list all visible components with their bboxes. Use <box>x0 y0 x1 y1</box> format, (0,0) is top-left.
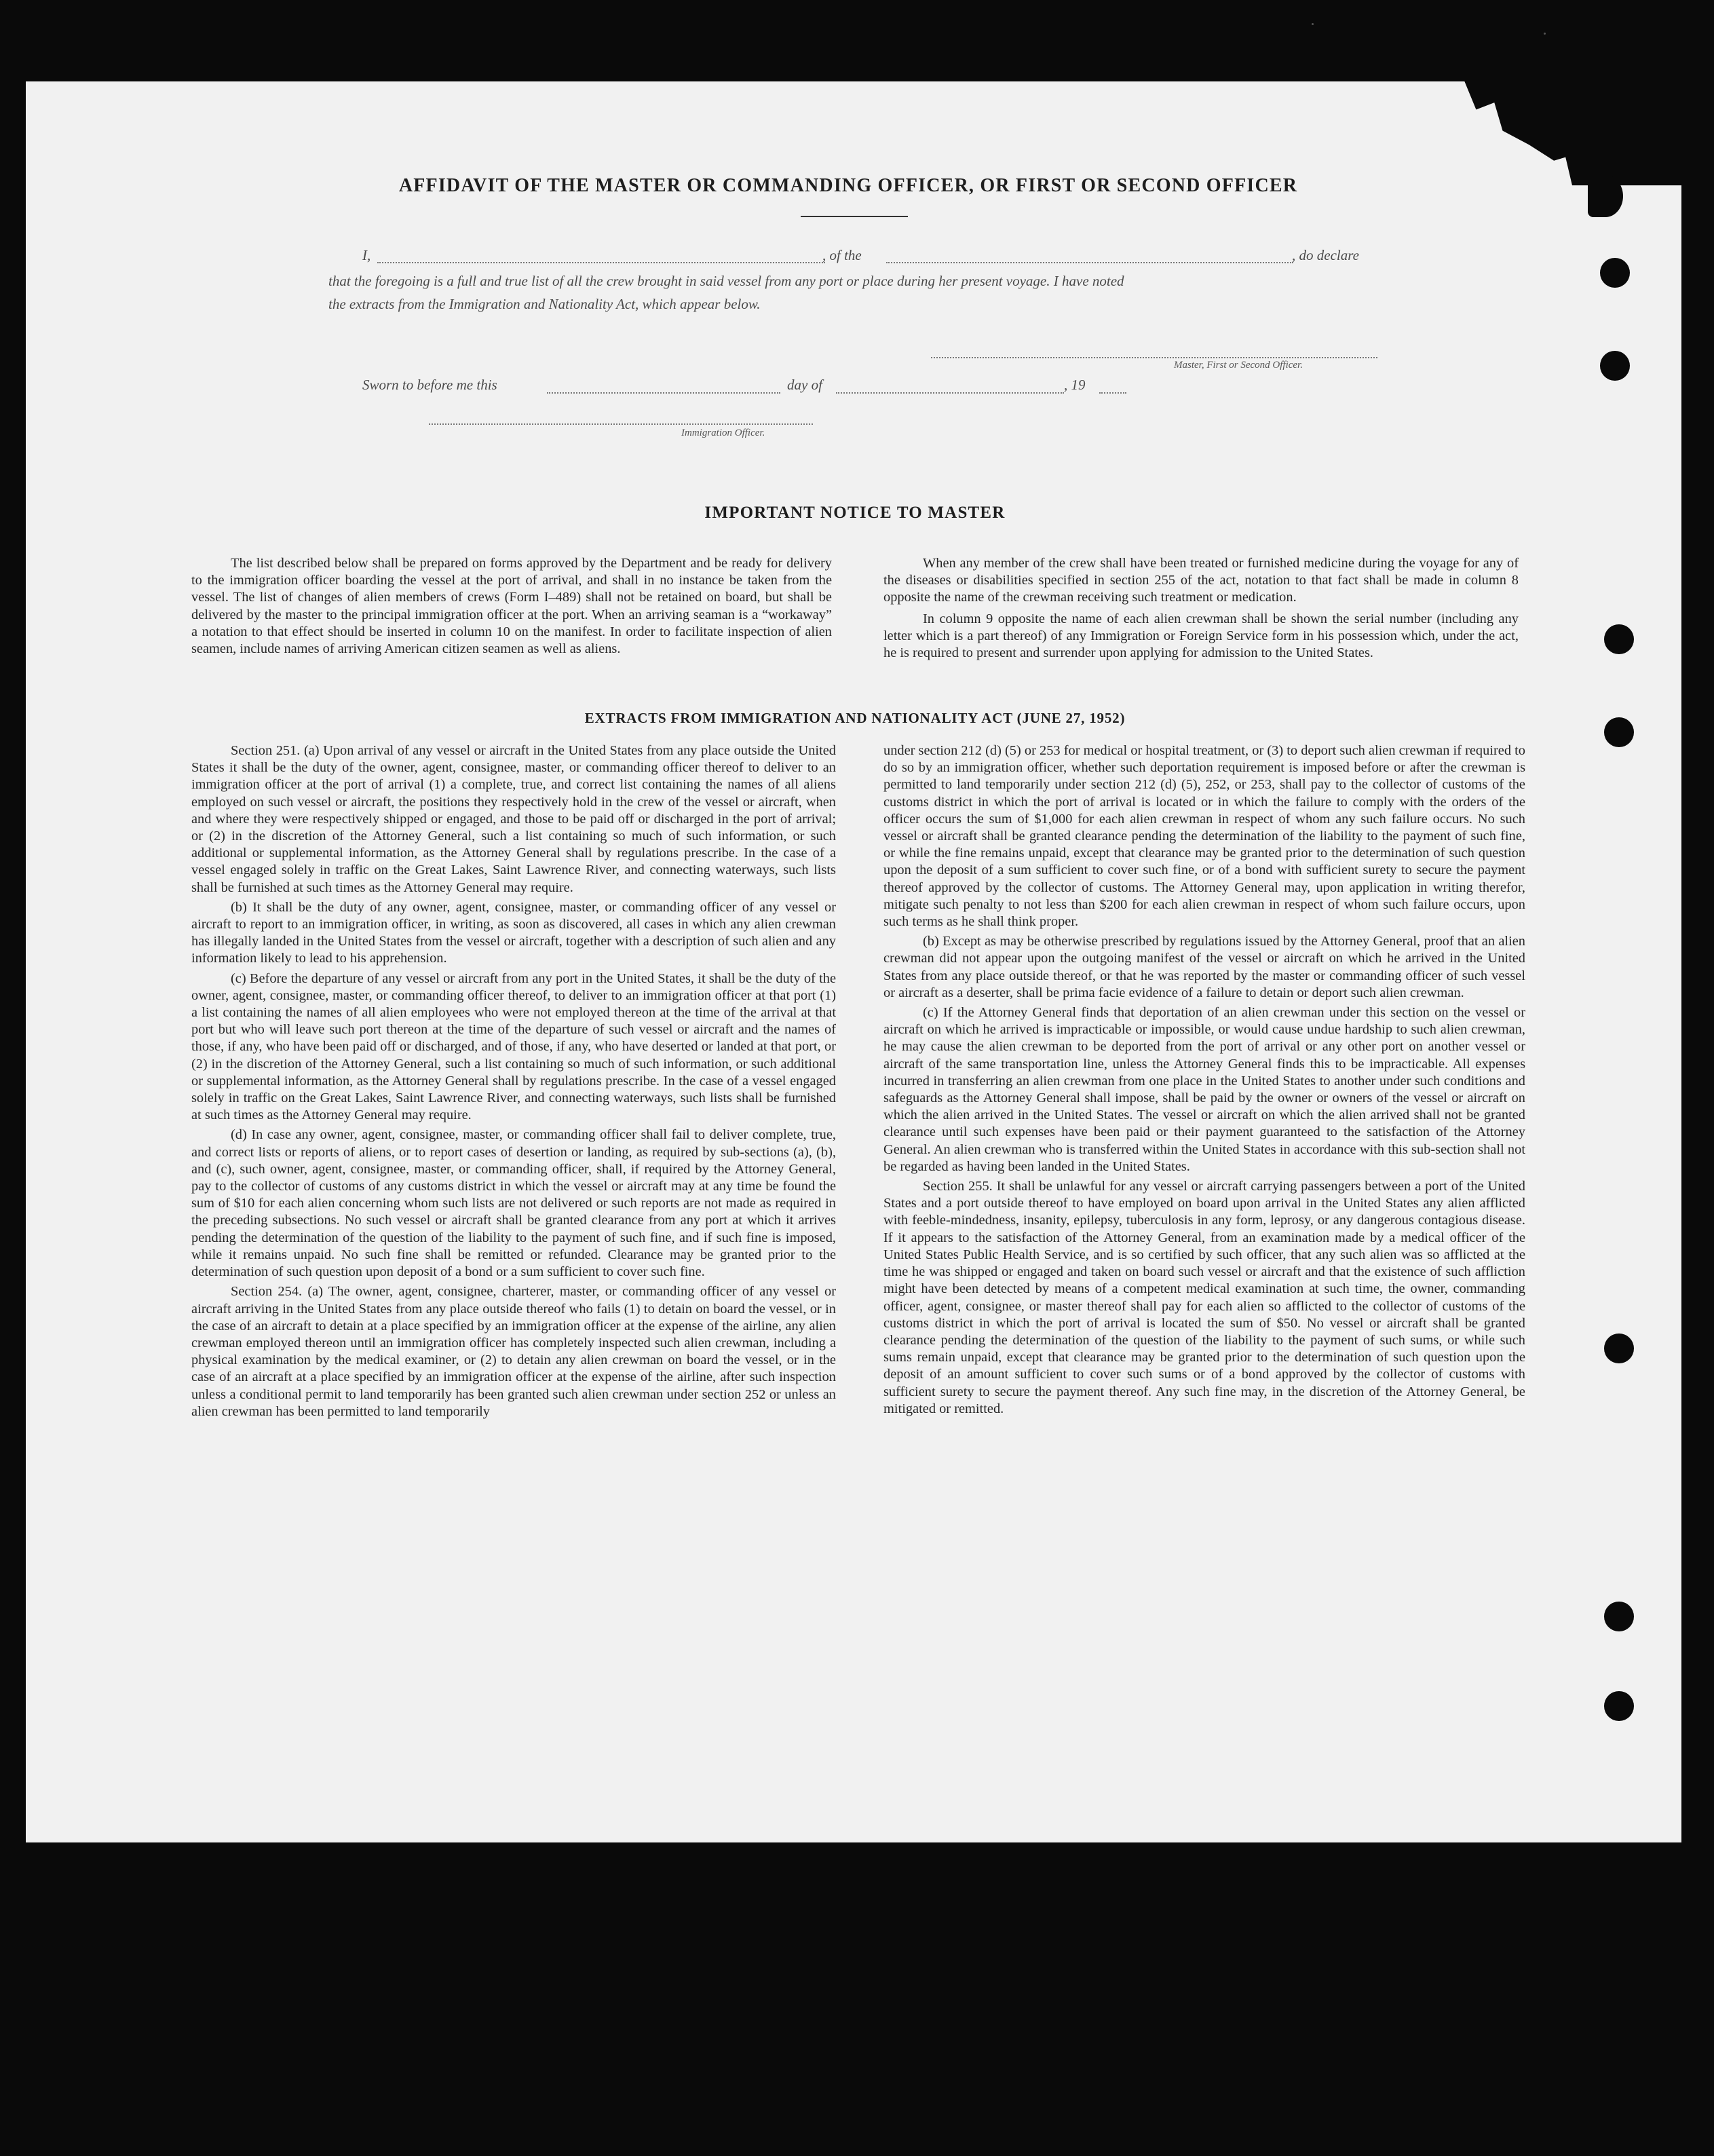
act-section-paragraph: Section 251. (a) Upon arrival of any vessel or aircraft in the United States from any place outside the United States it shall be the duty of the owner, agent, consignee, master, or commanding officer thereof to deliver to an immigration officer at the port of arrival (1) a complete, true, and correct list containing the names of all aliens employed on such vessel or aircraft, the positions they respectively hold in the crew of the vessel or aircraft, when and where they were respectively shipped or engaged, and those to be paid off or discharged in the port of arrival; or (2) in the discretion of the Attorney General, such a list containing so much of such information, or such additional or supplemental information, as the Attorney General shall by regulations prescribe. In the case of a vessel engaged solely in traffic on the Great Lakes, Saint Lawrence River, and connecting waterways, such lists shall be furnished at such times as the Attorney General may require. <box>191 743 836 895</box>
binder-hole <box>1604 1602 1634 1631</box>
act-section-paragraph: (c) If the Attorney General finds that deportation of an alien crewman under this section on the vessel or aircraft on which he arrived is impracticable or impossible, or would cause undue hardship to such alien crewman, he may cause the alien crewman to be deported from the port of arrival or any other port on another vessel or aircraft of the same transportation line, unless the Attorney General finds this to be impracticable. All expenses incurred in transferring an alien crewman from one place in the United States to another under such conditions and safeguards as the Attorney General shall impose, shall be paid by the owner or owners of the vessel or aircraft on which the alien arrived in the United States. The vessel or aircraft on which the alien arrived shall not be granted clearance until such expenses have been paid or their payment guaranteed to the satisfaction of the Attorney General. An alien crewman who is transferred within the United States in accordance with this sub-section shall not be regarded as having been landed in the United States. <box>883 1005 1525 1174</box>
extracts-left-column <box>191 742 836 1423</box>
sworn-label: Sworn to before me this <box>362 377 497 393</box>
binder-hole <box>1604 624 1634 654</box>
notice-paragraph: The list described below shall be prepared on forms approved by the Department and be ready for delivery to the immigration officer boarding the vessel at the port of arrival, and shall in no instance be taken from the vessel. The list of changes of alien members of crews (Form I–489) shall not be retained on board, but shall be delivered by the master to the principal immigration officer at the port. When an arriving seaman is a “workaway” a notation to that effect should be inserted in column 10 on the manifest. In order to facilitate inspection of alien seamen, include names of arriving American citizen seamen as well as aliens. <box>191 556 832 657</box>
extracts-title: EXTRACTS FROM IMMIGRATION AND NATIONALITY ACT (JUNE 27, 1952) <box>584 710 1126 726</box>
master-signature-label: Master, First or Second Officer. <box>1174 360 1303 371</box>
sworn-day-field[interactable] <box>547 392 780 394</box>
binder-hole <box>1600 258 1630 288</box>
declarant-prefix: I, <box>362 247 371 263</box>
act-section-paragraph: under section 212 (d) (5) or 253 for medical or hospital treatment, or (3) to deport such alien crewman if required to do so by an immigration officer, whether such deportation requirement is imposed before or after the crewman is permitted to land temporarily under section 212 (d) (5), 252, or 253, shall pay to the collector of customs of the customs district in which the port of arrival is located or in which the failure to comply with the orders of the officer occurs the sum of $1,000 for each alien crewman in respect of whom any such failure occurs. No such vessel or aircraft shall be granted clearance pending the determination of the liability to the payment of such fine, or while the fine remains unpaid, except that clearance may be granted prior to the determination of such question upon the deposit of a sum sufficient to cover such fine, or of a bond with sufficient surety to secure the payment thereof approved by the collector of customs. The Attorney General may, upon application in writing therefor, mitigate such penalty to not less than $200 for each alien crewman in respect of whom such failure occurs, upon such terms as he shall think proper. <box>883 743 1525 930</box>
notice-paragraph: When any member of the crew shall have been treated or furnished medicine during the voyage for any of the diseases or disabilities specified in section 255 of the act, notation to that fact shall be made in column 8 opposite the name of the crewman receiving such treatment or medication. <box>883 556 1519 605</box>
notice-right-column <box>883 555 1519 664</box>
notice-paragraph: In column 9 opposite the name of each alien crewman shall be shown the serial number (including any letter which is a part thereof) of any Immigration or Foreign Service form in his possession which, under the act, he is required to present and surrender upon applying for admission to the United States. <box>883 611 1519 661</box>
act-section-paragraph: Section 254. (a) The owner, agent, consignee, charterer, master, or commanding officer of any vessel or aircraft arriving in the United States from any place outside thereof who fails (1) to detain on board the vessel, or in the case of an aircraft to detain at a place specified by an immigration officer at the expense of the airline, any alien crewman employed thereon until an immigration officer has completely inspected such alien crewman, including a physical examination by the medical examiner, or (2) to detain any alien crewman on board the vessel, or in the case of an aircraft at a place specified by an immigration officer at the expense of the airline, after such inspection unless a conditional permit to land temporarily has been granted such alien crewman under section 252 or unless an alien crewman has been permitted to land temporarily <box>191 1284 836 1419</box>
officer-signature-field[interactable] <box>429 423 813 425</box>
affidavit-title: AFFIDAVIT OF THE MASTER OR COMMANDING OFFICER, OR FIRST OR SECOND OFFICER <box>398 175 1298 196</box>
declaration-text-line1: that the foregoing is a full and true list of all the crew brought in said vessel from any port or place during her present voyage. I have noted <box>328 273 1124 289</box>
officer-signature-label: Immigration Officer. <box>681 428 765 438</box>
year-label: , 19 <box>1064 377 1086 393</box>
master-signature-field[interactable] <box>931 357 1377 358</box>
title-divider <box>801 216 908 217</box>
binder-hole <box>1604 1691 1634 1721</box>
notice-title: IMPORTANT NOTICE TO MASTER <box>704 504 1006 522</box>
scan-speck <box>1312 23 1314 25</box>
binder-hole <box>1600 351 1630 381</box>
sworn-year-field[interactable] <box>1099 392 1126 394</box>
binder-hole <box>1604 1334 1634 1363</box>
vessel-name-field[interactable] <box>886 262 1293 263</box>
extracts-right-column <box>883 742 1525 1420</box>
act-section-paragraph: (b) It shall be the duty of any owner, agent, consignee, master, or commanding officer of any vessel or aircraft to report to an immigration officer, in writing, as soon as discovered, all cases in which any alien crewman has illegally landed in the United States from the vessel or aircraft, together with a description of such alien and any information likely to lead to his apprehension. <box>191 899 836 966</box>
act-section-paragraph: Section 255. It shall be unlawful for any vessel or aircraft carrying passengers between a port of the United States and a port outside thereof to have employed on board upon arrival in the United States any alien afflicted with feeble-mindedness, insanity, epilepsy, tuberculosis in any form, leprosy, or any dangerous contagious disease. If it appears to the satisfaction of the Attorney General, from an examination made by a medical officer of the United States Public Health Service, and is so certified by such officer, that any such alien was so afflicted at the time he was shipped or engaged and taken on board such vessel or aircraft and that the existence of such affliction might have been detected by means of a competent medical examination at such time, the owner, commanding officer, agent, consignee, or master thereof shall pay for each alien so afflicted to the collector of customs of the customs district in which the port of arrival is located the sum of $50. No vessel or aircraft shall be granted clearance pending the determination of the question of the liability to the payment of such sums, or while such sums remain unpaid, except that clearance may be granted prior to the determination of such question upon the deposit of an amount sufficient to cover such sums or of a bond approved by the collector of customs with sufficient surety to secure the payment thereof. Any such fine may, in the discretion of the Attorney General, be mitigated or remitted. <box>883 1179 1525 1416</box>
act-section-paragraph: (d) In case any owner, agent, consignee, master, or commanding officer shall fail to deliver complete, true, and correct lists or reports of aliens, or to report cases of desertion or landing, as required by sub-sections (a), (b), and (c), such owner, agent, consignee, master, or commanding officer, shall, if required by the Attorney General, pay to the collector of customs of any customs district in which the vessel or aircraft may at any time be found the sum of $10 for each alien concerning whom such lists are not delivered or such reports are not made as required in the preceding subsections. No such vessel or aircraft shall be granted clearance from any port at which it arrives pending the determination of the question of the liability to the payment of such fine, and if such fine is imposed, while it remains unpaid. No such fine shall be remitted or refunded. Clearance may be granted prior to the determination of such question upon deposit of a bond or a sum sufficient to cover such fine. <box>191 1127 836 1280</box>
declaration-text-line2: the extracts from the Immigration and Nationality Act, which appear below. <box>328 296 761 312</box>
sworn-month-field[interactable] <box>836 392 1064 394</box>
do-declare-label: , do declare <box>1292 247 1359 263</box>
act-section-paragraph: (b) Except as may be otherwise prescribed by regulations issued by the Attorney General, proof that an alien crewman did not appear upon the outgoing manifest of the vessel or aircraft on which he arrived in the United States from any place outside thereof, or that he was reported by the master or commanding officer of such vessel or aircraft as a deserter, shall be prima facie evidence of a failure to detain or deport such alien crewman. <box>883 934 1525 1000</box>
declarant-name-field[interactable] <box>377 262 825 263</box>
act-section-paragraph: (c) Before the departure of any vessel or aircraft from any port in the United States, it shall be the duty of the owner, agent, consignee, master, or commanding officer thereof, to deliver to an immigration officer at that port (1) a list containing the names of all alien employees who were not employed thereon at the time of the arrival at that port but who will leave such port thereon at the time of the departure of such vessel or aircraft and the names of those, if any, who have been paid off or discharged, and of those, if any, who have deserted or landed at that port, or (2) in the discretion of the Attorney General, such a list containing so much of such information, or such additional or supplemental information, as the Attorney General shall by regulations prescribe. In the case of a vessel engaged solely in traffic on the Great Lakes, Saint Lawrence River, and connecting waterways, such lists shall be furnished at such times as the Attorney General may require. <box>191 970 836 1123</box>
scan-speck <box>1544 33 1546 35</box>
of-the-label: , of the <box>822 247 862 263</box>
day-of-label: day of <box>787 377 822 393</box>
binder-hole <box>1588 175 1623 217</box>
binder-hole <box>1604 717 1634 747</box>
notice-left-column <box>191 555 832 660</box>
